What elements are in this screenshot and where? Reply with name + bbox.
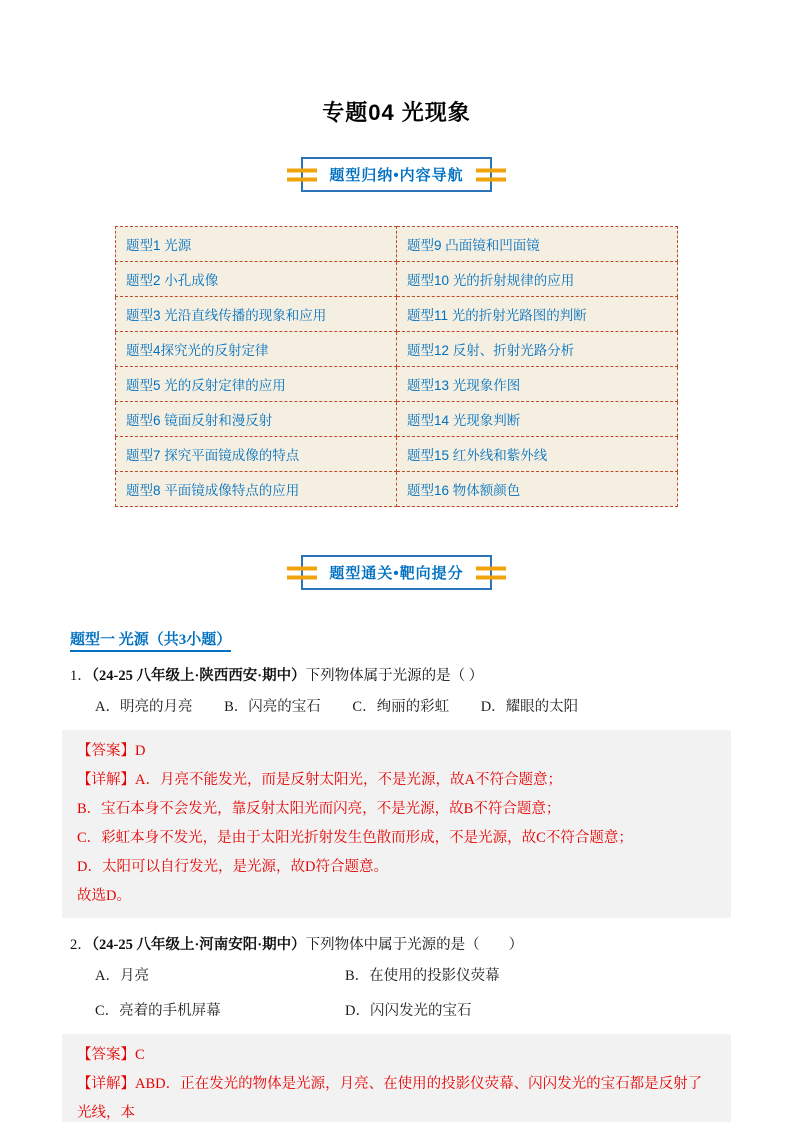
boost-banner (301, 555, 491, 590)
banner-right-ornament-icon (476, 168, 506, 181)
option-c: C．亮着的手机屏幕 (95, 1003, 221, 1020)
section-heading-label: 题型一 光源（共3小题） (70, 632, 231, 652)
question-1-stem (70, 663, 723, 689)
explanation-line: 【详解】A．月亮不能发光，而是反射太阳光，不是光源，故A不符合题意； (77, 772, 562, 789)
option-d: D．耀眼的太阳 (480, 699, 579, 716)
nav-cell-topic-14: 题型14 光现象判断 (397, 402, 678, 437)
nav-cell-topic-11: 题型11 光的折射光路图的判断 (397, 297, 678, 332)
question-2-answer-block (62, 1034, 731, 1122)
question-2-stem (70, 932, 723, 958)
question-1-answer-block (62, 730, 731, 918)
nav-cell-topic-6: 题型6 镜面反射和漫反射 (116, 402, 397, 437)
option-b: B．在使用的投影仪荧幕 (345, 968, 500, 985)
nav-cell-topic-13: 题型13 光现象作图 (397, 367, 678, 402)
nav-cell-topic-3: 题型3 光沿直线传播的现象和应用 (116, 297, 397, 332)
nav-cell-topic-7: 题型7 探究平面镜成像的特点 (116, 437, 397, 472)
option-c: C．绚丽的彩虹 (352, 699, 450, 716)
question-1-source: （24-25 八年级上·陕西西安·期中） (91, 668, 306, 684)
table-row (116, 367, 678, 402)
nav-cell-topic-12: 题型12 反射、折射光路分析 (397, 332, 678, 367)
nav-cell-topic-4: 题型4探究光的反射定律 (116, 332, 397, 367)
nav-cell-topic-16: 题型16 物体额颜色 (397, 472, 678, 507)
nav-banner (301, 157, 491, 192)
banner-left-ornament-icon (287, 168, 317, 181)
nav-cell-topic-10: 题型10 光的折射规律的应用 (397, 262, 678, 297)
banner-left-ornament-icon (287, 566, 317, 579)
table-row (116, 262, 678, 297)
table-row (116, 332, 678, 367)
option-a: A．月亮 (95, 968, 149, 985)
question-1-number: 1． (70, 668, 92, 684)
explanation-line: 【详解】ABD．正在发光的物体是光源，月亮、在使用的投影仪荧幕、闪闪发光的宝石都是反射了光线，本 (77, 1076, 703, 1122)
banner-right-ornament-icon (476, 566, 506, 579)
table-row (116, 472, 678, 507)
topic-nav-table (115, 226, 678, 507)
question-2-options (95, 963, 723, 1024)
nav-cell-topic-15: 题型15 红外线和紫外线 (397, 437, 678, 472)
table-row (116, 297, 678, 332)
question-2-number: 2． (70, 937, 92, 954)
question-2-text: 下列物体中属于光源的是（ ） (305, 937, 524, 954)
boost-banner-row (70, 555, 723, 590)
table-row (116, 402, 678, 437)
nav-banner-label: 题型归纳•内容导航 (329, 167, 464, 184)
boost-banner-label: 题型通关•靶向提分 (329, 565, 464, 582)
explanation-line: B．宝石本身不会发光，靠反射太阳光而闪亮，不是光源，故B不符合题意； (77, 801, 561, 818)
explanation-line: C．彩虹本身不发光，是由于太阳光折射发生色散而形成，不是光源，故C不符合题意； (77, 830, 633, 847)
answer-line: 【答案】D (77, 743, 146, 760)
option-a: A．明亮的月亮 (95, 699, 193, 716)
nav-cell-topic-8: 题型8 平面镜成像特点的应用 (116, 472, 397, 507)
nav-banner-row (70, 157, 723, 192)
page-title: 专题04 光现象 (322, 100, 471, 125)
option-d: D．闪闪发光的宝石 (345, 1003, 472, 1020)
option-b: B．闪亮的宝石 (224, 699, 321, 716)
nav-cell-topic-9: 题型9 凸面镜和凹面镜 (397, 227, 678, 262)
nav-cell-topic-1: 题型1 光源 (116, 227, 397, 262)
nav-cell-topic-2: 题型2 小孔成像 (116, 262, 397, 297)
nav-cell-topic-5: 题型5 光的反射定律的应用 (116, 367, 397, 402)
question-2-source: （24-25 八年级上·河南安阳·期中） (91, 937, 306, 954)
table-row (116, 437, 678, 472)
question-1-options (95, 694, 723, 720)
explanation-line: 故选D。 (77, 888, 131, 905)
answer-line: 【答案】C (77, 1047, 145, 1064)
question-1-text: 下列物体属于光源的是（ ） (305, 668, 484, 684)
section-heading (70, 628, 723, 649)
explanation-line: D．太阳可以自行发光，是光源，故D符合题意。 (77, 859, 388, 876)
table-row (116, 227, 678, 262)
